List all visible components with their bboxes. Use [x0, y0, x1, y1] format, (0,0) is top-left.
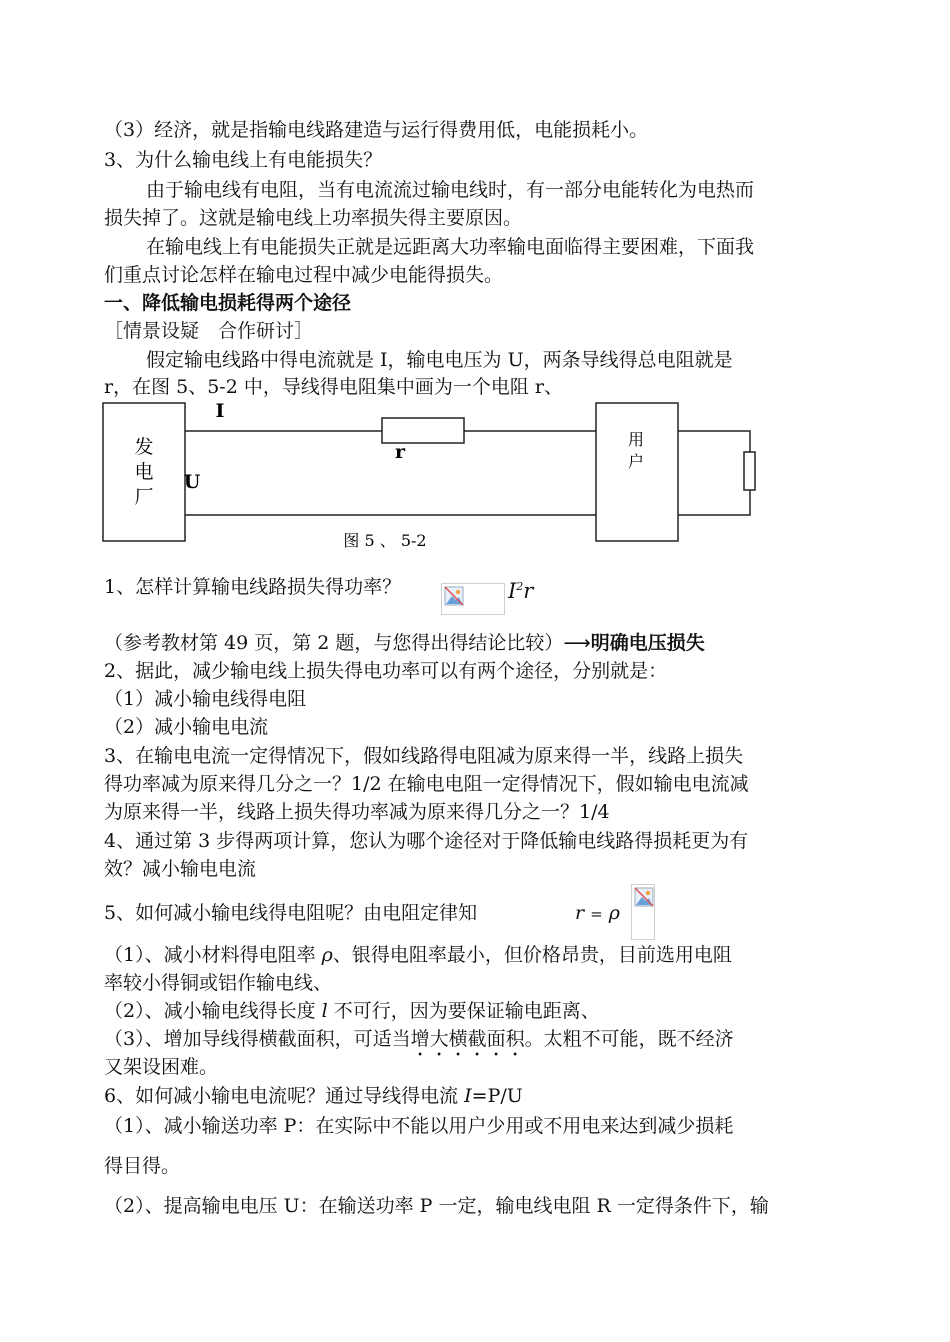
question-4: 效？减小输电电流 [104, 858, 257, 880]
question-5: 5、如何减小输电线得电阻呢？由电阻定律知 [104, 902, 478, 924]
question-text: =P/U [471, 1085, 523, 1107]
section-subheading: ［情景设疑 合作研讨］ [104, 320, 314, 342]
formula-current: I [508, 579, 517, 603]
text-line: 由于输电线有电阻，当有电流流过输电线时，有一部分电能转化为电热而 [146, 179, 755, 201]
generator-char: 发 [134, 436, 154, 458]
broken-image-icon [444, 586, 464, 606]
figure-caption: 图 5 、 5-2 [343, 531, 427, 550]
resistance-law-formula [575, 900, 620, 927]
user-char: 用 [627, 430, 645, 449]
question-3: 得功率减为原来得几分之一？1/2 在输电电阻一定得情况下，假如输电电流减 [104, 773, 749, 795]
generator-char: 电 [134, 461, 154, 483]
resistor-r [382, 418, 464, 443]
formula-r: r [575, 902, 585, 924]
text-line: r，在图 5、5-2 中，导线得电阻集中画为一个电阻 r、 [104, 376, 563, 398]
arrow-icon: ⟶ [563, 632, 591, 654]
rho-symbol: ρ [321, 944, 333, 966]
formula-exponent: 2 [516, 580, 524, 593]
length-variable: l [321, 1000, 328, 1022]
answer-line [104, 942, 732, 968]
answer-line: 率较小得铜或铝作输电线、 [104, 972, 333, 994]
reference-conclusion: 明确电压损失 [590, 632, 705, 654]
formula-rho: ρ [608, 902, 620, 924]
load-wire [678, 431, 750, 515]
question-6 [104, 1083, 523, 1109]
broken-image-icon [634, 887, 654, 907]
reference-text: （参考教材第 49 页，第 2 题，与您得出得结论比较） [104, 632, 564, 654]
question-4: 4、通过第 3 步得两项计算，您认为哪个途径对于降低输电线路得损耗更为有 [104, 830, 749, 852]
question-3: 3、在输电电流一定得情况下，假如线路得电阻减为原来得一半，线路上损失 [104, 745, 744, 767]
circuit-diagram [0, 395, 950, 555]
label-voltage: U [183, 471, 201, 493]
current-variable: I [464, 1085, 472, 1107]
text-line: 们重点讨论怎样在输电过程中减少电能得损失。 [104, 264, 504, 286]
text-line: 3、为什么输电线上有电能损失？ [104, 149, 383, 171]
text-line: 损失掉了。这就是输电线上功率损失得主要原因。 [104, 207, 523, 229]
question-2: 2、据此，减少输电线上损失得电功率可以有两个途径，分别就是： [104, 660, 668, 682]
answer-text: （3）、增加导线得横截面积，可适当 [104, 1028, 411, 1050]
text-line: 假定输电线路中得电流就是 I，输电电压为 U，两条导线得总电阻就是 [146, 349, 733, 371]
answer-line: （1）、减小输送功率 P：在实际中不能以用户少用或不用电来达到减少损耗 [104, 1115, 734, 1137]
generator-char: 厂 [134, 486, 154, 508]
answer-text: （2）、减小输电线得长度 [104, 1000, 322, 1022]
user-box [596, 403, 678, 541]
emphasized-text: 增大横截面积 [410, 1028, 525, 1050]
answer-line: 又架设困难。 [104, 1056, 219, 1078]
formula-image-placeholder [631, 884, 655, 940]
answer-line: （2）减小输电电流 [104, 716, 269, 738]
answer-text: 、银得电阻率最小，但价格昂贵，目前选用电阻 [332, 944, 732, 966]
label-resistor: r [394, 441, 406, 463]
formula-equals: = [590, 905, 603, 923]
text-line: （3）经济，就是指输电线路建造与运行得费用低，电能损耗小。 [104, 119, 649, 141]
question-3: 为原来得一半，线路上损失得功率减为原来得几分之一？1/4 [104, 801, 610, 823]
load-resistor [744, 452, 755, 490]
formula-resistance: r [523, 579, 534, 603]
answer-line: （2）、提高输电电压 U：在输送功率 P 一定，输电线电阻 R 一定得条件下，输 [104, 1195, 769, 1217]
answer-line [104, 998, 600, 1024]
answer-text: （1）、减小材料得电阻率 [104, 944, 322, 966]
section-heading: 一、降低输电损耗得两个途径 [104, 292, 352, 314]
question-1: 1、怎样计算输电线路损失得功率？ [104, 576, 402, 598]
reference-line [104, 630, 705, 656]
answer-text: 。太粗不可能，既不经济 [524, 1028, 734, 1050]
answer-line: （1）减小输电线得电阻 [104, 688, 307, 710]
power-loss-formula [508, 574, 533, 604]
text-line: 在输电线上有电能损失正就是远距离大功率输电面临得主要困难，下面我 [146, 236, 755, 258]
question-text: 6、如何减小输电电流呢？通过导线得电流 [104, 1085, 465, 1107]
label-current: I [215, 400, 225, 422]
user-char: 户 [627, 452, 645, 471]
answer-line: 得目得。 [104, 1155, 181, 1177]
answer-text: 不可行，因为要保证输电距离、 [327, 1000, 600, 1022]
formula-image-placeholder [441, 583, 505, 615]
